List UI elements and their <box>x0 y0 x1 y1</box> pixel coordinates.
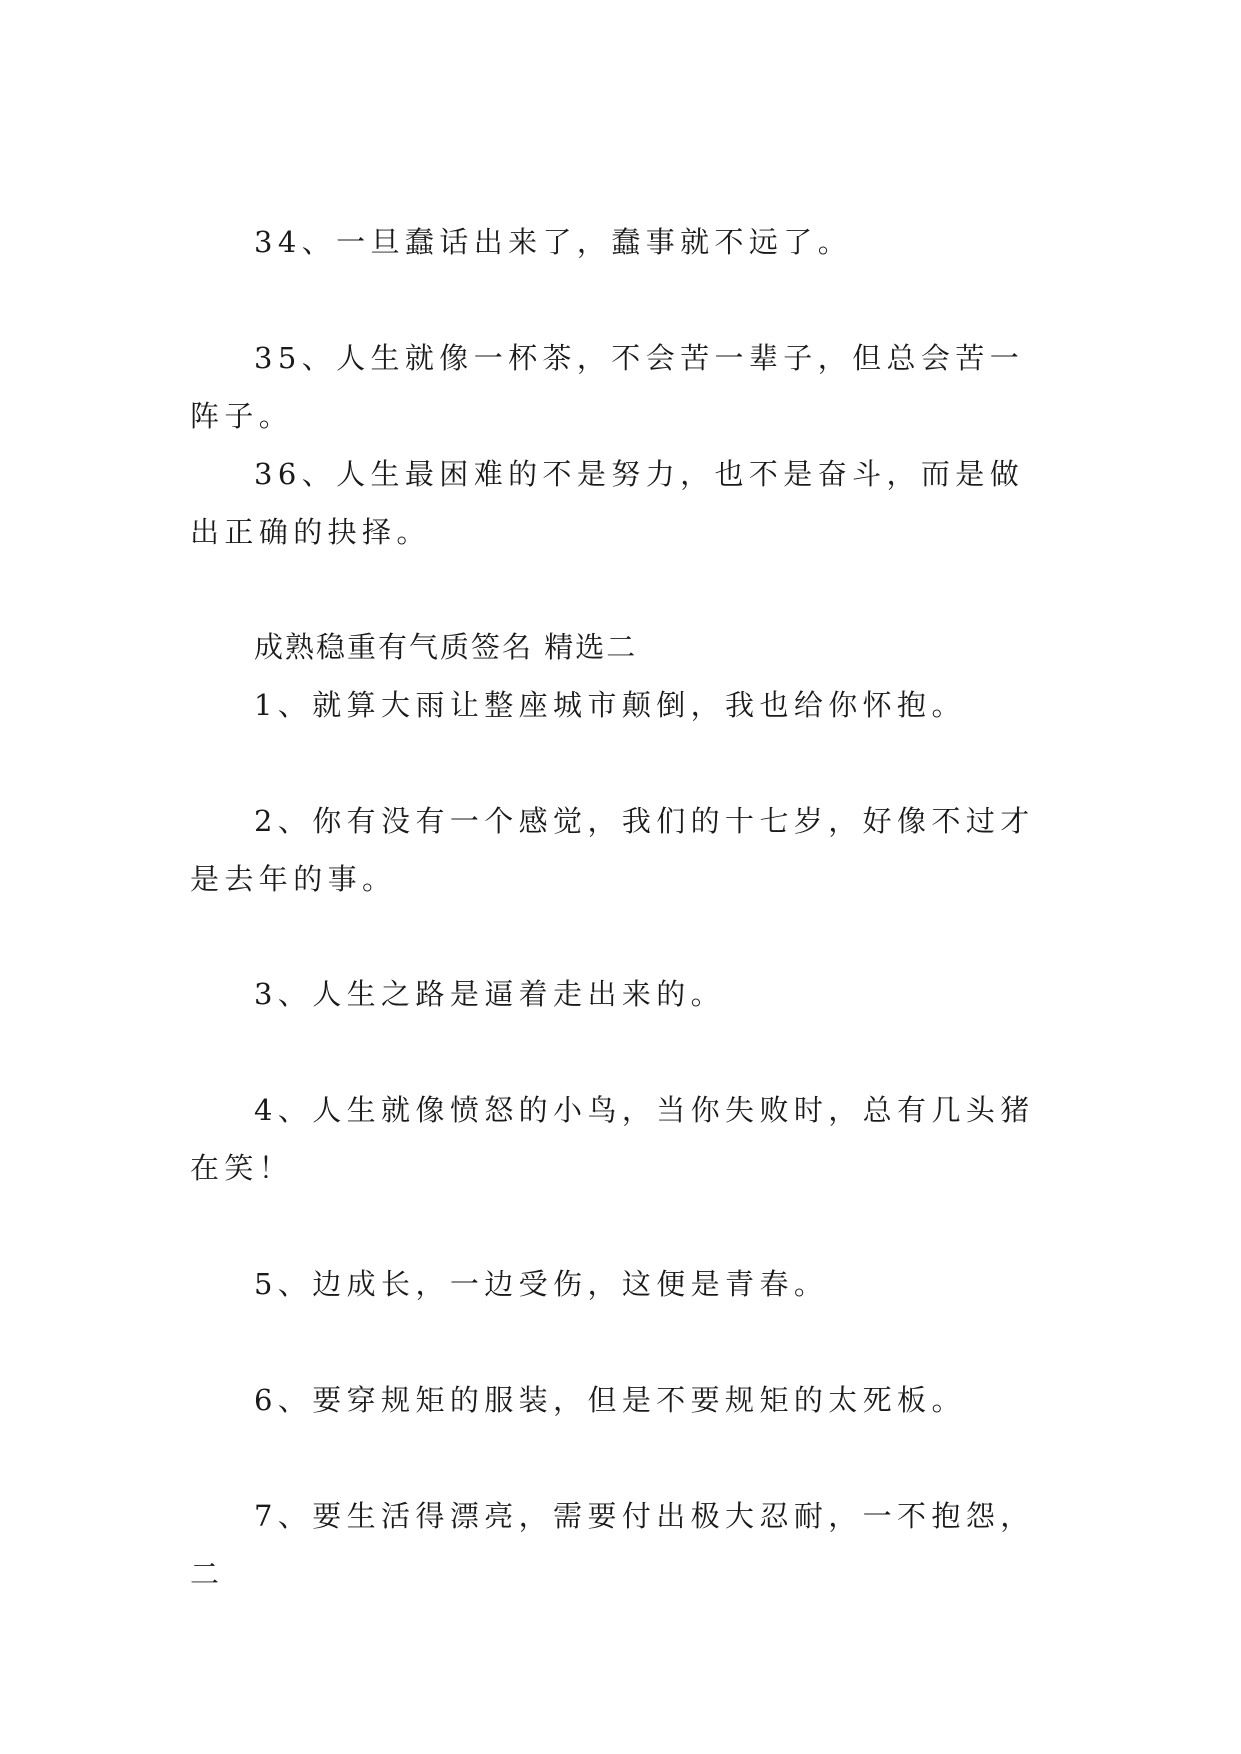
list-item: 6、要穿规矩的服装，但是不要规矩的太死板。 <box>254 1383 966 1417</box>
list-item: 3、人生之路是逼着走出来的。 <box>254 977 726 1011</box>
list-item: 7、要生活得漂亮，需要付出极大忍耐，一不抱怨，二 <box>190 1499 1035 1591</box>
list-item: 2、你有没有一个感觉，我们的十七岁，好像不过才是去年的事。 <box>190 804 1035 896</box>
list-item: 1、就算大雨让整座城市颠倒，我也给你怀抱。 <box>254 688 966 722</box>
list-item: 34、一旦蠢话出来了，蠢事就不远了。 <box>254 225 853 259</box>
list-item: 35、人生就像一杯茶，不会苦一辈子，但总会苦一阵子。 <box>190 341 1025 433</box>
list-item: 4、人生就像愤怒的小鸟，当你失败时，总有几头猪在笑！ <box>190 1093 1035 1185</box>
list-item: 36、人生最困难的不是努力，也不是奋斗，而是做出正确的抉择。 <box>190 457 1025 549</box>
list-item: 5、边成长，一边受伤，这便是青春。 <box>254 1267 829 1301</box>
section-heading: 成熟稳重有气质签名 精选二 <box>254 630 638 664</box>
